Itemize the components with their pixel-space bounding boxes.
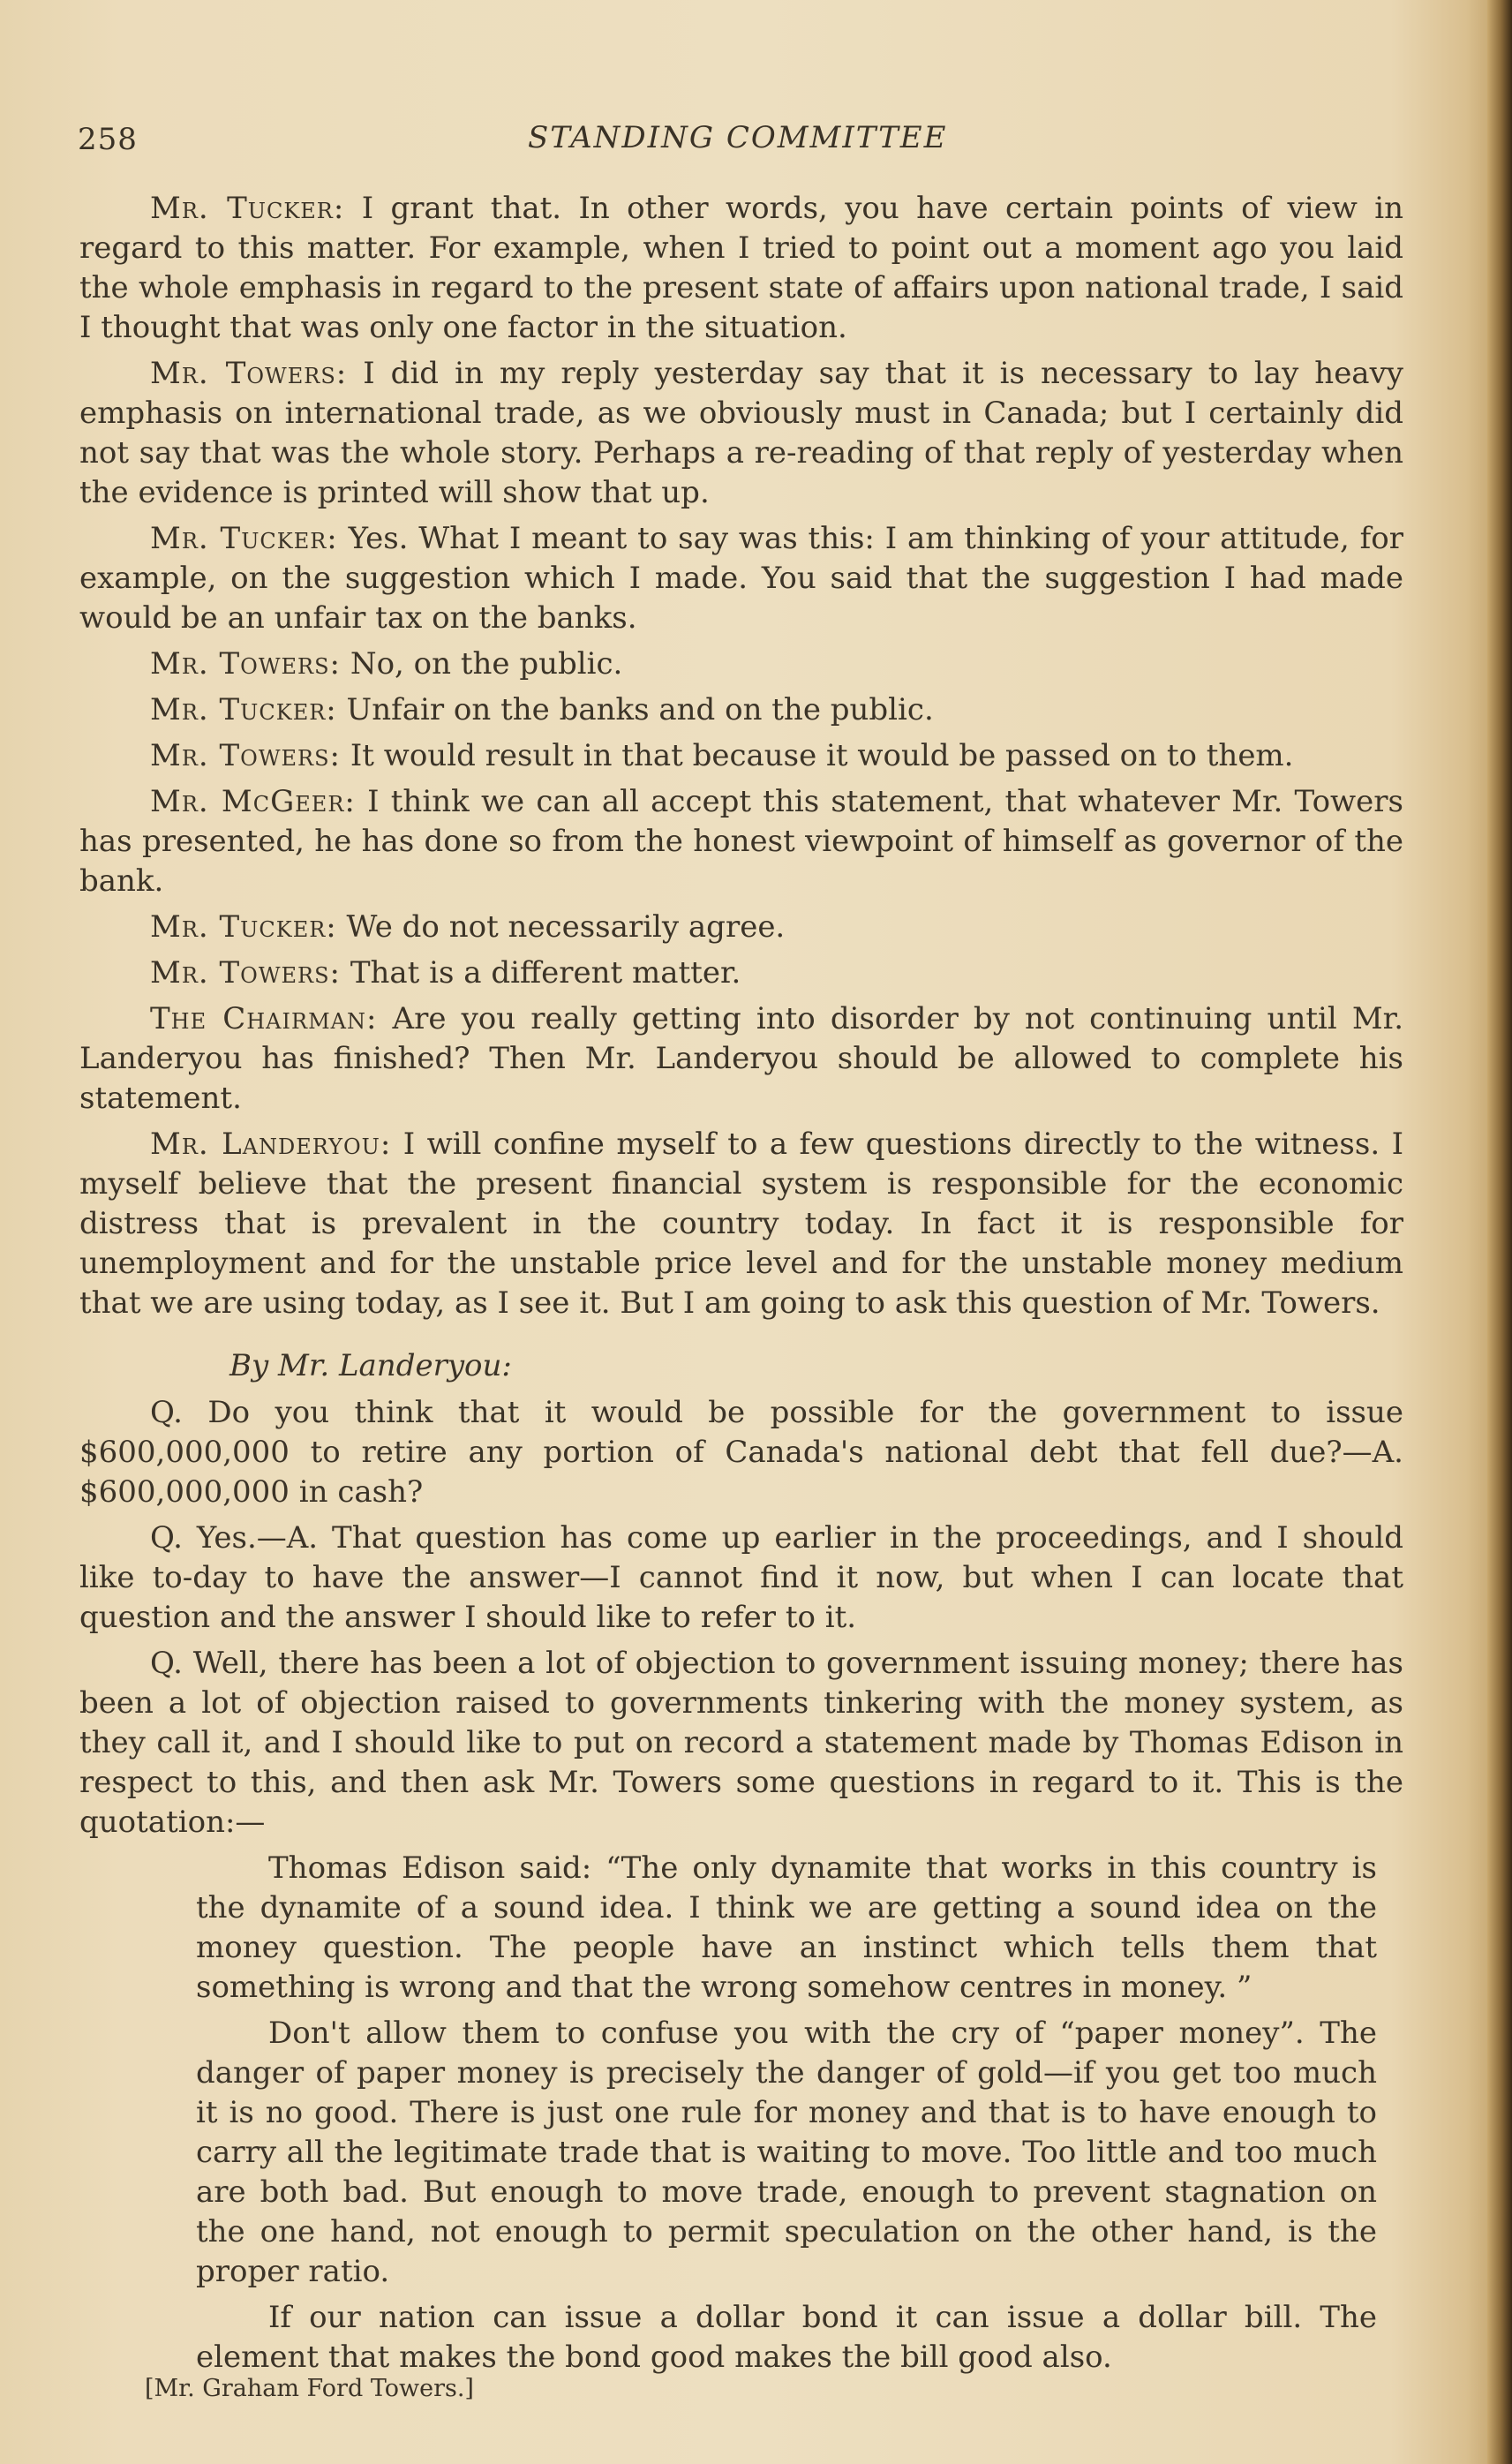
speaker-label: Mr. Tucker: bbox=[150, 521, 338, 556]
speech-text: I grant that. In other words, you have certain points of view in regard to this matter. For example, when I tried to point out a moment ago you laid the whole emphasis in regard to the present state of affairs upon national trade, I said I thought that was only one factor in the situation. bbox=[79, 191, 1403, 345]
page-body bbox=[79, 189, 1403, 2384]
speech-text: No, on the public. bbox=[341, 646, 623, 682]
speech-text: Yes. What I meant to say was this: I am thinking of your attitude, for example, on the suggestion which I made. You said that the suggestion I had made would be an unfair tax on the banks. bbox=[79, 521, 1403, 636]
speech-text: I think we can all accept this statement, that whatever Mr. Towers has presented, he has done so from the honest viewpoint of himself as governor of the bank. bbox=[79, 784, 1403, 899]
speech-text: I did in my reply yesterday say that it is necessary to lay heavy emphasis on international trade, as we obviously must in Canada; but I certainly did not say that was the whole story. Perhaps a re-reading of that reply of yesterday when the evidence is printed will show that up. bbox=[79, 356, 1403, 510]
speaker-label: Mr. Tucker: bbox=[150, 191, 345, 226]
speaker-label: Mr. Towers: bbox=[150, 955, 342, 991]
dialogue-paragraph bbox=[79, 189, 1403, 348]
dialogue-paragraph bbox=[79, 519, 1403, 638]
speech-text: I will confine myself to a few questions directly to the witness. I myself believe that the present financial system is responsible for the economic distress that is prevalent in the country today. In fact it is responsible for unemployment and for the unstable price level and for the unstable money medium that we are using today, as I see it. But I am going to ask this question of Mr. Towers. bbox=[79, 1127, 1403, 1321]
block-quote-paragraph: Thomas Edison said: “The only dynamite that works in this country is the dynamite of a sound idea. I think we are getting a sound idea on the money question. The people have an instinct which tells them that something is wrong and that the wrong somehow centres in money. ” bbox=[196, 1850, 1377, 2005]
question-paragraph: Q. Yes.—A. That question has come up earlier in the proceedings, and I should like to-day to have the answer—I cannot find it now, but when I can locate that question and the answer I should like to refer to it. bbox=[79, 1520, 1403, 1635]
dialogue-paragraph bbox=[79, 736, 1403, 776]
book-spine-shadow bbox=[1487, 0, 1512, 2464]
speech-text: It would result in that because it would be passed on to them. bbox=[341, 738, 1294, 773]
speaker-label: Mr. McGeer: bbox=[150, 784, 356, 819]
speaker-label: Mr. Towers: bbox=[150, 646, 342, 682]
page-header bbox=[78, 115, 1402, 159]
speech-text: Unfair on the banks and on the public. bbox=[336, 692, 934, 727]
page-number: 258 bbox=[78, 122, 138, 157]
speaker-label: Mr. Towers: bbox=[150, 356, 348, 391]
speaker-label: Mr. Landeryou: bbox=[150, 1127, 392, 1162]
page-footer-witness: [Mr. Graham Ford Towers.] bbox=[145, 2375, 474, 2402]
dialogue-paragraph bbox=[79, 644, 1403, 684]
block-quote-paragraph: Don't allow them to confuse you with the cry of “paper money”. The danger of paper money is precisely the danger of gold—if you get too much it is no good. There is just one rule for money and that is to have enough to carry all the legitimate trade that is waiting to move. Too little and too much are both bad. But enough to move trade, enough to prevent stagnation on the one hand, not enough to permit speculation on the other hand, is the proper ratio. bbox=[196, 2016, 1377, 2289]
speech-text: That is a different matter. bbox=[341, 955, 741, 991]
speaker-label: The Chairman: bbox=[150, 1001, 378, 1036]
dialogue-paragraph bbox=[79, 953, 1403, 993]
speech-text: We do not necessarily agree. bbox=[336, 909, 786, 945]
speaker-label: Mr. Towers: bbox=[150, 738, 342, 773]
running-head: STANDING COMMITTEE bbox=[528, 120, 948, 155]
block-quote-paragraph: If our nation can issue a dollar bond it can issue a dollar bill. The element that makes the bond good makes the bill good also. bbox=[196, 2300, 1377, 2375]
speaker-label: Mr. Tucker: bbox=[150, 909, 337, 945]
dialogue-paragraph bbox=[79, 782, 1403, 901]
dialogue-paragraph bbox=[79, 908, 1403, 947]
speaker-label: Mr. Tucker: bbox=[150, 692, 337, 727]
dialogue-paragraph bbox=[79, 999, 1403, 1119]
dialogue-paragraph bbox=[79, 354, 1403, 513]
examination-byline: By Mr. Landeryou: bbox=[229, 1348, 512, 1383]
question-paragraph: Q. Well, there has been a lot of objection to government issuing money; there has been a lot of objection raised to governments tinkering with the money system, as they call it, and I should like to put on record a statement made by Thomas Edison in respect to this, and then ask Mr. Towers some questions in regard to it. This is the quotation:— bbox=[79, 1646, 1403, 1840]
dialogue-paragraph bbox=[79, 690, 1403, 730]
question-paragraph: Q. Do you think that it would be possible for the government to issue $600,000,000 to retire any portion of Canada's national debt that fell due?—A. $600,000,000 in cash? bbox=[79, 1395, 1403, 1510]
speech-text: Are you really getting into disorder by not continuing until Mr. Landeryou has finished? Then Mr. Landeryou should be allowed to complete his statement. bbox=[79, 1001, 1404, 1116]
dialogue-paragraph bbox=[79, 1125, 1403, 1323]
